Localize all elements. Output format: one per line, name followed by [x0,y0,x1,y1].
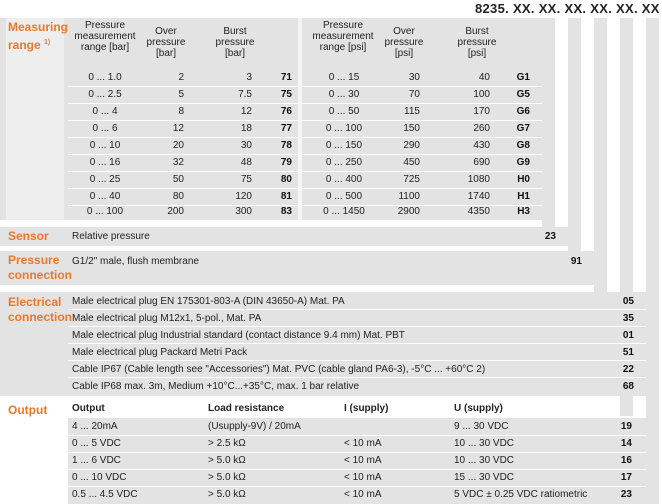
psi-burst: 4350 [467,206,490,217]
part-number-segment: . XX [505,1,531,16]
psi-over: 30 [408,72,420,83]
bar-range: 0 ... 4 [92,106,118,117]
psi-burst: 1740 [467,191,490,202]
bar-over: 50 [172,174,184,185]
bar-code: 80 [280,174,292,185]
output-header-isupply: I (supply) [344,403,389,414]
psi-code: G5 [516,89,530,100]
psi-code: G9 [516,157,530,168]
electrical-text: Male electrical plug Industrial standard (contact distance 9.4 mm) Mat. PBT [72,330,405,341]
footnote-marker: 1) [44,39,51,46]
usupply-value: 10 ... 30 VDC [454,438,515,449]
electrical-text: Male electrical plug M12x1, 5-pol., Mat. PA [72,313,262,324]
output-code: 17 [620,472,632,483]
electrical-code: 01 [622,330,634,341]
electrical-text: Cable IP68 max. 3m, Medium +10°C...+35°C, max. 1 bar relative [72,381,360,392]
pressure-connection-title: Pressure connection [8,253,73,282]
pressure-connection-code: 91 [570,256,582,267]
bar-over: 5 [178,89,184,100]
bar-over: 2 [178,72,184,83]
bar-over: 20 [172,140,184,151]
psi-code: G8 [516,140,530,151]
psi-pressure-header: Pressure measurement range [psi] [312,20,374,53]
sensor-text: Relative pressure [72,231,150,242]
electrical-code: 05 [622,296,634,307]
bar-range: 0 ... 6 [92,123,118,134]
load-value: > 5.0 kΩ [208,472,246,483]
electrical-text: Male electrical plug Packard Metri Pack [72,347,248,358]
load-value: (Usupply-9V) / 20mA [208,421,301,432]
psi-range: 0 ... 1450 [323,206,365,217]
load-value: > 5.0 kΩ [208,455,246,466]
electrical-code: 22 [622,364,634,375]
isupply-value: < 10 mA [344,489,382,500]
output-value: 0 ... 10 VDC [72,472,127,483]
code-column-guide [568,18,581,270]
psi-over: 450 [403,157,420,168]
output-value: 0.5 ... 4.5 VDC [72,489,138,500]
bar-burst-header: Burst pressure [bar] [215,26,255,59]
output-title: Output [8,403,48,417]
code-column-guide [542,18,555,244]
measuring-range-title: Measuring range $^{1)}$ [8,20,69,52]
bar-code: 81 [280,191,292,202]
bar-burst: 7.5 [238,89,252,100]
isupply-value: < 10 mA [344,455,382,466]
psi-range: 0 ... 100 [325,123,363,134]
sensor-title: Sensor [8,229,49,243]
usupply-value: 9 ... 30 VDC [454,421,509,432]
isupply-value: < 10 mA [344,438,382,449]
bar-over-header: Over pressure [bar] [146,26,186,59]
bar-code: 79 [280,157,292,168]
bar-range: 0 ... 40 [89,191,121,202]
electrical-text: Male electrical plug EN 175301-803-A (DIN 43650-A) Mat. PA [72,296,345,307]
psi-burst: 40 [478,72,490,83]
psi-burst: 690 [473,157,490,168]
usupply-value: 5 VDC ± 0.25 VDC ratiometric [454,489,588,500]
bar-range: 0 ... 2.5 [88,89,122,100]
psi-range: 0 ... 15 [328,72,360,83]
electrical-connection-title: Electrical connection [8,295,73,324]
part-number-segment: . XX [530,1,557,16]
electrical-code: 35 [622,313,634,324]
electrical-code: 68 [622,381,634,392]
part-number-segment: . XX [582,1,609,16]
bar-burst: 48 [240,157,252,168]
bar-range: 0 ... 25 [89,174,121,185]
psi-burst: 430 [473,140,490,151]
bar-burst: 3 [246,72,252,83]
bar-over: 80 [172,191,184,202]
table-split [298,18,302,220]
bar-over: 32 [172,157,184,168]
psi-over-header: Over pressure [psi] [384,26,424,59]
bar-code: 75 [280,89,292,100]
psi-over: 1100 [398,191,420,202]
psi-code: G1 [516,72,530,83]
usupply-value: 15 ... 30 VDC [454,472,515,483]
output-header-usupply: U (supply) [454,403,503,414]
code-column-guide [646,18,659,504]
output-code: 16 [620,455,632,466]
psi-range: 0 ... 250 [325,157,363,168]
psi-over: 115 [404,106,420,117]
bar-burst: 12 [240,106,252,117]
output-value: 4 ... 20mA [72,421,118,432]
part-number [475,1,660,16]
load-value: > 5.0 kΩ [208,489,246,500]
psi-range: 0 ... 400 [325,174,363,185]
psi-over: 150 [403,123,420,134]
psi-over: 290 [403,140,420,151]
bar-code: 83 [280,206,292,217]
bar-burst: 120 [235,191,252,202]
psi-burst: 170 [473,106,490,117]
bar-code: 71 [280,72,292,83]
bar-code: 77 [280,123,292,134]
psi-code: H1 [517,191,530,202]
bar-over: 200 [167,206,184,217]
electrical-text: Cable IP67 (Cable length see "Accessories") Mat. PVC (cable gland PA6-3), -5°C ... +60°C 2) [72,364,486,375]
part-number-prefix: 8235 [475,1,506,16]
load-value: > 2.5 kΩ [208,438,246,449]
psi-range: 0 ... 500 [325,191,363,202]
usupply-value: 10 ... 30 VDC [454,455,515,466]
isupply-value: < 10 mA [344,472,382,483]
bar-range: 0 ... 1.0 [88,72,122,83]
bar-burst: 18 [240,123,252,134]
bar-burst: 300 [235,206,252,217]
psi-code: G6 [516,106,530,117]
psi-range: 0 ... 150 [325,140,363,151]
psi-burst: 260 [473,123,490,134]
bar-code: 76 [280,106,292,117]
pressure-connection-text: G1/2" male, flush membrane [72,256,199,267]
output-header-load: Load resistance [208,403,285,414]
bar-range: 0 ... 16 [89,157,121,168]
output-code: 23 [620,489,632,500]
psi-code: H3 [517,206,530,217]
output-value: 1 ... 6 VDC [72,455,121,466]
psi-range: 0 ... 50 [328,106,360,117]
psi-over: 725 [403,174,420,185]
sensor-code: 23 [544,231,556,242]
bar-over: 12 [172,123,184,134]
bar-range: 0 ... 100 [86,206,124,217]
part-number-segment: . XX [556,1,583,16]
part-number-segment: . XX [608,1,634,16]
output-header-output: Output [72,403,105,414]
bar-over: 8 [178,106,184,117]
psi-over: 70 [408,89,420,100]
bar-code: 78 [280,140,292,151]
psi-range: 0 ... 30 [328,89,360,100]
psi-code: G7 [516,123,530,134]
bar-burst: 75 [240,174,252,185]
part-number-segment: . XX [633,1,660,16]
output-code: 19 [620,421,632,432]
electrical-code: 51 [622,347,634,358]
bar-range: 0 ... 10 [89,140,121,151]
psi-code: H0 [517,174,530,185]
output-value: 0 ... 5 VDC [72,438,121,449]
psi-burst: 100 [473,89,490,100]
output-code: 14 [620,438,632,449]
bar-pressure-header: Pressure measurement range [bar] [74,20,136,53]
psi-burst-header: Burst pressure [psi] [457,26,497,59]
bar-burst: 30 [240,140,252,151]
psi-burst: 1080 [467,174,490,185]
psi-over: 2900 [397,206,420,217]
